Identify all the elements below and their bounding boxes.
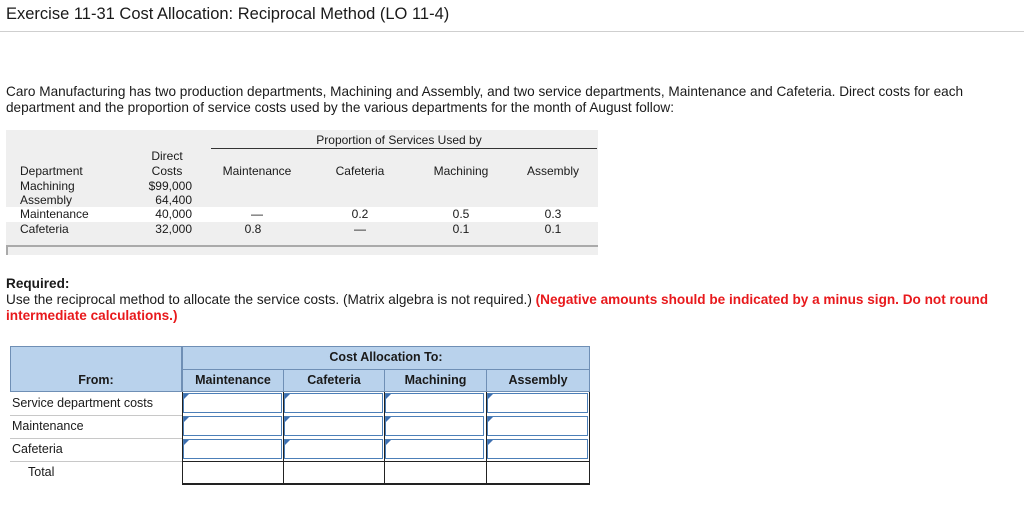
allocation-group-header: Cost Allocation To: bbox=[329, 350, 443, 364]
row-label-service-costs: Service department costs bbox=[12, 396, 154, 410]
required-heading: Required: bbox=[6, 276, 70, 291]
row-divider bbox=[10, 415, 182, 416]
row-asm: 0.3 bbox=[544, 207, 562, 221]
service-costs-cafeteria-input[interactable] bbox=[284, 393, 383, 413]
cafeteria-cafeteria-input[interactable] bbox=[284, 439, 383, 459]
service-costs-machining-input[interactable] bbox=[385, 393, 484, 413]
row-cost: $99,000 bbox=[148, 179, 192, 193]
maintenance-assembly-input[interactable] bbox=[487, 416, 588, 436]
row-caf: 0.2 bbox=[351, 207, 369, 221]
required-emphasis: (Negative amounts should be indicated by a minus sign. Do not round intermediate calculations.) bbox=[6, 292, 989, 323]
row-cost: 64,400 bbox=[155, 193, 192, 207]
col-cafeteria-header: Cafeteria bbox=[307, 373, 361, 387]
col-cafeteria: Cafeteria bbox=[335, 164, 385, 178]
group-header-rule bbox=[211, 148, 597, 149]
col-department: Department bbox=[20, 164, 83, 178]
row-mach: 0.5 bbox=[452, 207, 470, 221]
row-caf: — bbox=[354, 222, 366, 236]
row-divider bbox=[10, 461, 182, 462]
col-machining: Machining bbox=[433, 164, 489, 178]
row-dept: Maintenance bbox=[20, 207, 89, 221]
row-label-maintenance: Maintenance bbox=[12, 419, 84, 433]
total-top-rule bbox=[182, 461, 590, 462]
row-divider bbox=[10, 438, 182, 439]
row-asm: 0.1 bbox=[544, 222, 562, 236]
table-left-tick bbox=[6, 245, 8, 255]
cafeteria-assembly-input[interactable] bbox=[487, 439, 588, 459]
maintenance-machining-input[interactable] bbox=[385, 416, 484, 436]
row-maint: 0.8 bbox=[244, 222, 262, 236]
col-machining-header: Machining bbox=[404, 373, 467, 387]
cost-data-table bbox=[6, 130, 598, 255]
title-divider bbox=[0, 31, 1024, 32]
col-divider bbox=[589, 392, 590, 484]
from-label: From: bbox=[78, 373, 114, 387]
table-bottom-rule bbox=[6, 245, 598, 247]
required-text: Use the reciprocal method to allocate the service costs. (Matrix algebra is not required.) bbox=[6, 292, 536, 307]
cafeteria-maintenance-input[interactable] bbox=[183, 439, 282, 459]
col-assembly-header: Assembly bbox=[508, 373, 568, 387]
row-stripe bbox=[6, 207, 598, 222]
service-costs-maintenance-input[interactable] bbox=[183, 393, 282, 413]
row-dept: Assembly bbox=[20, 193, 73, 207]
row-dept: Machining bbox=[20, 179, 75, 193]
row-mach: 0.1 bbox=[452, 222, 470, 236]
problem-intro: Caro Manufacturing has two production departments, Machining and Assembly, and two service departments, Maintenance and Cafeteria. Direct costs for each department and the proportion of service costs used by the various departments for the month of August follow: bbox=[6, 84, 964, 115]
col-assembly: Assembly bbox=[526, 164, 579, 178]
col-maintenance: Maintenance bbox=[222, 164, 292, 178]
page-title: Exercise 11-31 Cost Allocation: Reciprocal Method (LO 11-4) bbox=[6, 5, 450, 23]
required-instructions bbox=[6, 292, 1016, 324]
col-maintenance-header: Maintenance bbox=[195, 373, 271, 387]
proportion-group-header: Proportion of Services Used by bbox=[316, 133, 482, 147]
cafeteria-machining-input[interactable] bbox=[385, 439, 484, 459]
service-costs-assembly-input[interactable] bbox=[487, 393, 588, 413]
row-maint: — bbox=[251, 207, 263, 221]
col-direct-line1: Direct bbox=[151, 149, 183, 163]
row-dept: Cafeteria bbox=[20, 222, 69, 236]
col-direct-line2: Costs bbox=[151, 164, 183, 178]
maintenance-maintenance-input[interactable] bbox=[183, 416, 282, 436]
maintenance-cafeteria-input[interactable] bbox=[284, 416, 383, 436]
row-cost: 40,000 bbox=[155, 207, 192, 221]
row-label-cafeteria: Cafeteria bbox=[12, 442, 63, 456]
row-cost: 32,000 bbox=[155, 222, 192, 236]
total-bottom-rule bbox=[182, 483, 590, 485]
row-label-total: Total bbox=[28, 465, 55, 479]
